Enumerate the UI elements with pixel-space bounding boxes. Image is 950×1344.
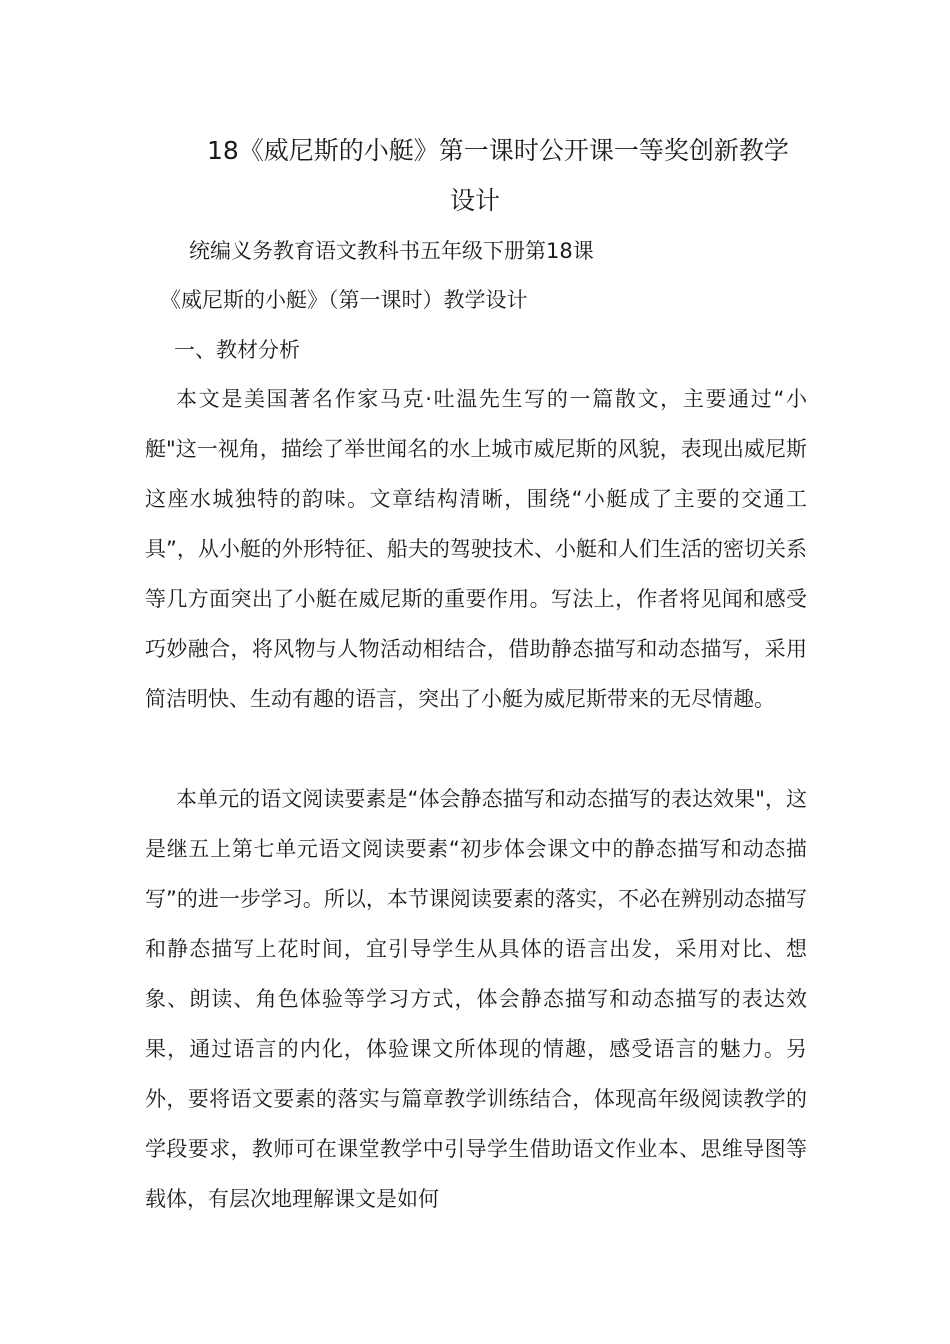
paragraph-textbook-analysis: 本文是美国著名作家马克·吐温先生写的一篇散文，主要通过“小艇"这一视角，描绘了举世闻名的水上城市威尼斯的风貌，表现出威尼斯这座水城独特的韵味。文章结构清晰，围绕“小艇成了主要的交通工具”，从小艇的外形特征、船夫的驾驶技术、小艇和人们生活的密切关系等几方面突出了小艇在威尼斯的重要作用。写法上，作者将见闻和感受巧妙融合，将风物与人物活动相结合，借助静态描写和动态描写，采用简洁明快、生动有趣的语言，突出了小艇为威尼斯带来的无尽情趣。: [145, 387, 807, 711]
paragraph-reading-elements: 本单元的语文阅读要素是“体会静态描写和动态描写的表达效果"，这是继五上第七单元语文阅读要素“初步体会课文中的静态描写和动态描写”的进一步学习。所以，本节课阅读要素的落实，不必在辨别动态描写和静态描写上花时间，宜引导学生从具体的语言出发，采用对比、想象、朗读、角色体验等学习方式，体会静态描写和动态描写的表达效果，通过语言的内化，体验课文所体现的情趣，感受语言的魅力。另外，要将语文要素的落实与篇章教学训练结合，体现高年级阅读教学的学段要求，教师可在课堂教学中引导学生借助语文作业本、思维导图等载体，有层次地理解课文是如何: [145, 787, 807, 1211]
section-heading: 一、教材分析: [174, 338, 300, 362]
lesson-title-line: 《威尼斯的小艇》（第一课时）教学设计: [160, 288, 528, 312]
title-line-2: 设计: [449, 186, 500, 215]
title-line-1: 18《威尼斯的小艇》第一课时公开课一等奖创新教学: [207, 136, 789, 165]
document-title: [145, 126, 805, 226]
textbook-subtitle: 统编义务教育语文教科书五年级下册第18课: [189, 239, 594, 263]
